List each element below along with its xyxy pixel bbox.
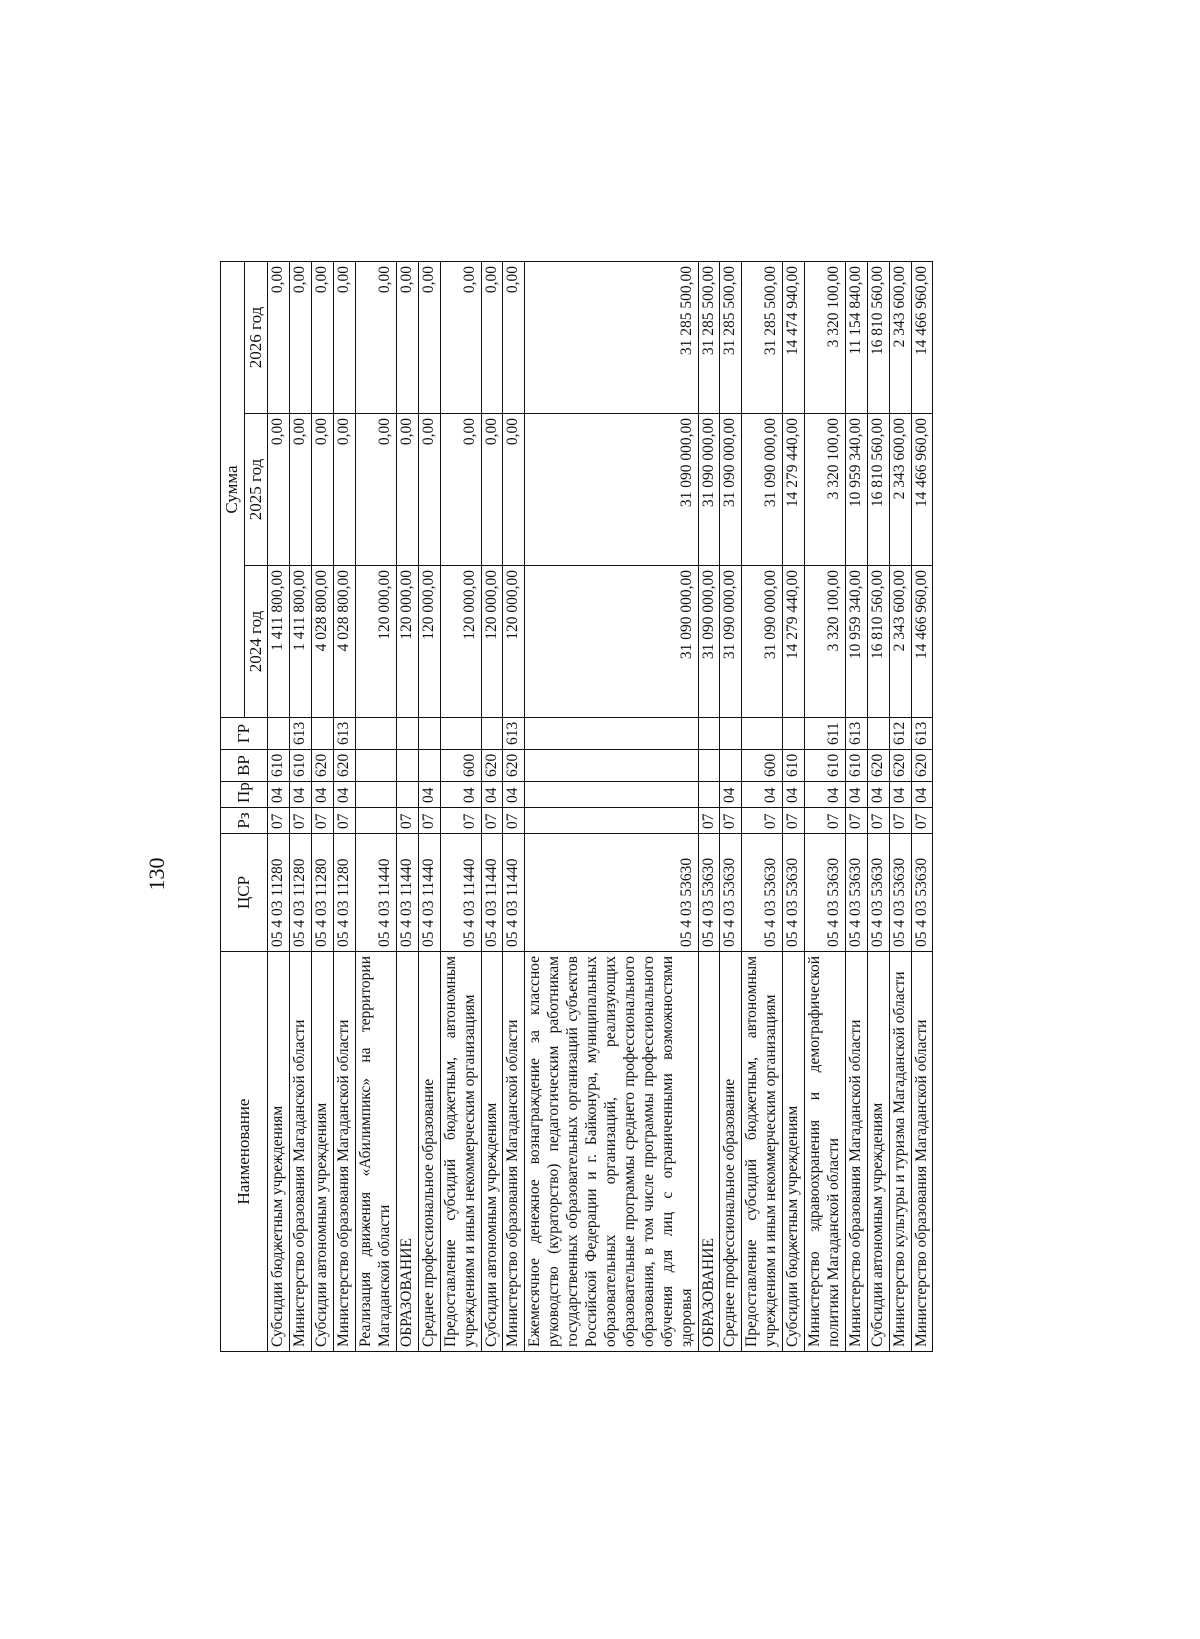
table-row xyxy=(783,262,805,1352)
cell-vr: 620 xyxy=(334,750,356,782)
cell-name: Министерство образования Магаданской области xyxy=(503,952,525,1352)
cell-rz: 07 xyxy=(698,808,720,834)
cell-gr xyxy=(698,718,720,750)
cell-2026: 0,00 xyxy=(396,262,418,414)
cell-pr xyxy=(698,782,720,808)
cell-gr xyxy=(867,718,889,750)
cell-pr: 04 xyxy=(503,782,525,808)
cell-name: Министерство образования Магаданской области xyxy=(845,952,867,1352)
cell-csr: 05 4 03 11440 xyxy=(440,834,481,952)
cell-name: Субсидии автономным учреждениям xyxy=(481,952,503,1352)
cell-2026: 31 285 500,00 xyxy=(742,262,783,414)
cell-2026: 31 285 500,00 xyxy=(720,262,742,414)
cell-gr: 613 xyxy=(845,718,867,750)
cell-2025: 0,00 xyxy=(334,414,356,566)
cell-name: Реализация движения «Абилимпикс» на территории Магаданской области xyxy=(356,952,397,1352)
cell-csr: 05 4 03 53630 xyxy=(742,834,783,952)
cell-name: Субсидии автономным учреждениям xyxy=(867,952,889,1352)
cell-name: Субсидии бюджетным учреждениям xyxy=(783,952,805,1352)
cell-2025: 0,00 xyxy=(290,414,312,566)
cell-2026: 0,00 xyxy=(503,262,525,414)
header-rz: Рз xyxy=(221,808,268,834)
cell-2024: 1 411 800,00 xyxy=(290,566,312,718)
table-row xyxy=(396,262,418,1352)
cell-vr: 600 xyxy=(440,750,481,782)
table-row xyxy=(481,262,503,1352)
cell-vr xyxy=(418,750,440,782)
cell-2024: 120 000,00 xyxy=(503,566,525,718)
cell-2024: 120 000,00 xyxy=(396,566,418,718)
cell-pr: 04 xyxy=(867,782,889,808)
cell-csr: 05 4 03 53630 xyxy=(720,834,742,952)
cell-gr xyxy=(720,718,742,750)
cell-2026: 0,00 xyxy=(268,262,290,414)
cell-name: Среднее профессиональное образование xyxy=(720,952,742,1352)
cell-2025: 0,00 xyxy=(503,414,525,566)
table-row xyxy=(334,262,356,1352)
cell-2025: 0,00 xyxy=(396,414,418,566)
cell-csr: 05 4 03 53630 xyxy=(525,834,698,952)
header-name: Наименование xyxy=(221,952,268,1352)
cell-rz: 07 xyxy=(911,808,933,834)
header-row-1 xyxy=(221,262,245,1352)
table-row xyxy=(742,262,783,1352)
cell-name: Министерство образования Магаданской области xyxy=(334,952,356,1352)
cell-rz: 07 xyxy=(440,808,481,834)
cell-2026: 3 320 100,00 xyxy=(805,262,846,414)
cell-2025: 3 320 100,00 xyxy=(805,414,846,566)
cell-2024: 10 959 340,00 xyxy=(845,566,867,718)
cell-name: ОБРАЗОВАНИЕ xyxy=(698,952,720,1352)
cell-2026: 14 466 960,00 xyxy=(911,262,933,414)
cell-name: Министерство здравоохранения и демографической политики Магаданской области xyxy=(805,952,846,1352)
cell-rz: 07 xyxy=(312,808,334,834)
cell-vr: 610 xyxy=(845,750,867,782)
table-row xyxy=(503,262,525,1352)
cell-gr xyxy=(418,718,440,750)
header-sum: Сумма xyxy=(221,262,245,718)
cell-2025: 0,00 xyxy=(418,414,440,566)
cell-rz: 07 xyxy=(783,808,805,834)
cell-csr: 05 4 03 53630 xyxy=(911,834,933,952)
cell-csr: 05 4 03 11440 xyxy=(356,834,397,952)
cell-vr xyxy=(525,750,698,782)
cell-2026: 0,00 xyxy=(334,262,356,414)
cell-pr: 04 xyxy=(334,782,356,808)
cell-2025: 14 466 960,00 xyxy=(911,414,933,566)
cell-name: Среднее профессиональное образование xyxy=(418,952,440,1352)
cell-rz: 07 xyxy=(867,808,889,834)
cell-rz: 07 xyxy=(742,808,783,834)
page-number: 130 xyxy=(144,857,169,891)
cell-name: Министерство образования Магаданской области xyxy=(290,952,312,1352)
cell-pr: 04 xyxy=(805,782,846,808)
table-row xyxy=(290,262,312,1352)
cell-pr xyxy=(525,782,698,808)
cell-2024: 14 279 440,00 xyxy=(783,566,805,718)
cell-gr xyxy=(356,718,397,750)
cell-2025: 0,00 xyxy=(268,414,290,566)
cell-pr: 04 xyxy=(418,782,440,808)
cell-csr: 05 4 03 11280 xyxy=(312,834,334,952)
cell-2026: 2 343 600,00 xyxy=(889,262,911,414)
cell-rz: 07 xyxy=(503,808,525,834)
header-gr: ГР xyxy=(221,718,268,750)
cell-pr xyxy=(396,782,418,808)
cell-2025: 0,00 xyxy=(312,414,334,566)
cell-2026: 0,00 xyxy=(481,262,503,414)
cell-2025: 14 279 440,00 xyxy=(783,414,805,566)
cell-vr: 610 xyxy=(290,750,312,782)
table-row xyxy=(867,262,889,1352)
cell-vr: 620 xyxy=(312,750,334,782)
cell-pr: 04 xyxy=(845,782,867,808)
cell-2025: 0,00 xyxy=(481,414,503,566)
cell-2025: 31 090 000,00 xyxy=(720,414,742,566)
cell-vr: 620 xyxy=(503,750,525,782)
header-2024: 2024 год xyxy=(244,566,268,718)
header-2025: 2025 год xyxy=(244,414,268,566)
cell-csr: 05 4 03 53630 xyxy=(845,834,867,952)
cell-2025: 0,00 xyxy=(440,414,481,566)
cell-2026: 31 285 500,00 xyxy=(525,262,698,414)
cell-2024: 4 028 800,00 xyxy=(312,566,334,718)
table-row xyxy=(268,262,290,1352)
cell-gr: 613 xyxy=(911,718,933,750)
cell-pr: 04 xyxy=(440,782,481,808)
cell-gr: 613 xyxy=(334,718,356,750)
cell-pr: 04 xyxy=(720,782,742,808)
cell-vr xyxy=(720,750,742,782)
table-row xyxy=(805,262,846,1352)
table-row xyxy=(911,262,933,1352)
cell-rz: 07 xyxy=(720,808,742,834)
table-row xyxy=(525,262,698,1352)
cell-2024: 120 000,00 xyxy=(440,566,481,718)
cell-vr: 610 xyxy=(268,750,290,782)
cell-2024: 14 466 960,00 xyxy=(911,566,933,718)
cell-rz xyxy=(356,808,397,834)
table-row xyxy=(312,262,334,1352)
cell-2025: 31 090 000,00 xyxy=(698,414,720,566)
cell-gr xyxy=(268,718,290,750)
cell-2024: 31 090 000,00 xyxy=(698,566,720,718)
cell-pr xyxy=(356,782,397,808)
cell-gr xyxy=(742,718,783,750)
cell-vr: 620 xyxy=(889,750,911,782)
cell-2025: 31 090 000,00 xyxy=(525,414,698,566)
cell-csr: 05 4 03 11440 xyxy=(503,834,525,952)
cell-2026: 0,00 xyxy=(418,262,440,414)
cell-vr: 600 xyxy=(742,750,783,782)
table-body xyxy=(268,262,933,1352)
cell-gr xyxy=(312,718,334,750)
cell-2025: 31 090 000,00 xyxy=(742,414,783,566)
cell-gr: 613 xyxy=(290,718,312,750)
cell-2024: 2 343 600,00 xyxy=(889,566,911,718)
cell-csr: 05 4 03 53630 xyxy=(805,834,846,952)
cell-gr xyxy=(396,718,418,750)
cell-csr: 05 4 03 11440 xyxy=(418,834,440,952)
cell-rz xyxy=(525,808,698,834)
cell-csr: 05 4 03 53630 xyxy=(867,834,889,952)
cell-vr: 610 xyxy=(783,750,805,782)
cell-rz: 07 xyxy=(845,808,867,834)
cell-rz: 07 xyxy=(805,808,846,834)
cell-vr xyxy=(698,750,720,782)
header-2026: 2026 год xyxy=(244,262,268,414)
cell-pr: 04 xyxy=(889,782,911,808)
cell-2024: 1 411 800,00 xyxy=(268,566,290,718)
cell-rz: 07 xyxy=(889,808,911,834)
cell-2026: 11 154 840,00 xyxy=(845,262,867,414)
cell-csr: 05 4 03 11280 xyxy=(334,834,356,952)
cell-2026: 0,00 xyxy=(290,262,312,414)
cell-2025: 0,00 xyxy=(356,414,397,566)
cell-name: ОБРАЗОВАНИЕ xyxy=(396,952,418,1352)
cell-csr: 05 4 03 53630 xyxy=(783,834,805,952)
cell-name: Министерство культуры и туризма Магаданской области xyxy=(889,952,911,1352)
budget-table xyxy=(220,261,933,1352)
cell-vr: 610 xyxy=(805,750,846,782)
cell-gr: 612 xyxy=(889,718,911,750)
cell-2025: 10 959 340,00 xyxy=(845,414,867,566)
cell-2026: 0,00 xyxy=(356,262,397,414)
cell-vr xyxy=(356,750,397,782)
table-row xyxy=(698,262,720,1352)
cell-2024: 4 028 800,00 xyxy=(334,566,356,718)
cell-2026: 31 285 500,00 xyxy=(698,262,720,414)
cell-pr: 04 xyxy=(742,782,783,808)
table-row xyxy=(845,262,867,1352)
table-row xyxy=(720,262,742,1352)
cell-2024: 120 000,00 xyxy=(481,566,503,718)
cell-vr: 620 xyxy=(911,750,933,782)
cell-pr: 04 xyxy=(268,782,290,808)
header-csr: ЦСР xyxy=(221,834,268,952)
cell-2026: 0,00 xyxy=(440,262,481,414)
cell-vr: 620 xyxy=(481,750,503,782)
cell-name: Ежемесячное денежное вознаграждение за классное руководство (кураторство) педагогическим работникам государственных образовательных организаций субъектов Российской Федерации и г. Байконура, муниципальных образовательных организаций, реализующих образовательные программы среднего профессионального образования, в том числе программы профессионального обучения для лиц с ограниченными возможностями здоровья xyxy=(525,952,698,1352)
budget-table-rotated xyxy=(220,262,1080,1352)
table-row xyxy=(418,262,440,1352)
cell-rz: 07 xyxy=(418,808,440,834)
cell-pr: 04 xyxy=(481,782,503,808)
cell-csr: 05 4 03 11280 xyxy=(268,834,290,952)
cell-name: Предоставление субсидий бюджетным, автономным учреждениям и иным некоммерческим организациям xyxy=(440,952,481,1352)
cell-rz: 07 xyxy=(481,808,503,834)
cell-name: Субсидии автономным учреждениям xyxy=(312,952,334,1352)
cell-csr: 05 4 03 53630 xyxy=(889,834,911,952)
cell-2024: 120 000,00 xyxy=(356,566,397,718)
cell-2026: 0,00 xyxy=(312,262,334,414)
cell-name: Министерство образования Магаданской области xyxy=(911,952,933,1352)
cell-2024: 3 320 100,00 xyxy=(805,566,846,718)
cell-name: Субсидии бюджетным учреждениям xyxy=(268,952,290,1352)
cell-2024: 31 090 000,00 xyxy=(720,566,742,718)
table-row xyxy=(356,262,397,1352)
cell-2024: 16 810 560,00 xyxy=(867,566,889,718)
cell-gr xyxy=(525,718,698,750)
cell-gr: 611 xyxy=(805,718,846,750)
cell-vr xyxy=(396,750,418,782)
cell-csr: 05 4 03 11280 xyxy=(290,834,312,952)
cell-rz: 07 xyxy=(290,808,312,834)
cell-gr xyxy=(481,718,503,750)
cell-2024: 31 090 000,00 xyxy=(525,566,698,718)
cell-rz: 07 xyxy=(268,808,290,834)
cell-gr xyxy=(783,718,805,750)
cell-2024: 31 090 000,00 xyxy=(742,566,783,718)
cell-csr: 05 4 03 53630 xyxy=(698,834,720,952)
cell-pr: 04 xyxy=(312,782,334,808)
cell-2024: 120 000,00 xyxy=(418,566,440,718)
table-row xyxy=(440,262,481,1352)
cell-pr: 04 xyxy=(290,782,312,808)
cell-csr: 05 4 03 11440 xyxy=(481,834,503,952)
header-vr: ВР xyxy=(221,750,268,782)
cell-name: Предоставление субсидий бюджетным, автономным учреждениям и иным некоммерческим организациям xyxy=(742,952,783,1352)
cell-gr xyxy=(440,718,481,750)
cell-pr: 04 xyxy=(783,782,805,808)
cell-2025: 16 810 560,00 xyxy=(867,414,889,566)
cell-vr: 620 xyxy=(867,750,889,782)
cell-rz: 07 xyxy=(396,808,418,834)
cell-2026: 14 474 940,00 xyxy=(783,262,805,414)
cell-rz: 07 xyxy=(334,808,356,834)
cell-2026: 16 810 560,00 xyxy=(867,262,889,414)
cell-csr: 05 4 03 11440 xyxy=(396,834,418,952)
cell-2025: 2 343 600,00 xyxy=(889,414,911,566)
cell-gr: 613 xyxy=(503,718,525,750)
table-row xyxy=(889,262,911,1352)
cell-pr: 04 xyxy=(911,782,933,808)
header-pr: Пр xyxy=(221,782,268,808)
